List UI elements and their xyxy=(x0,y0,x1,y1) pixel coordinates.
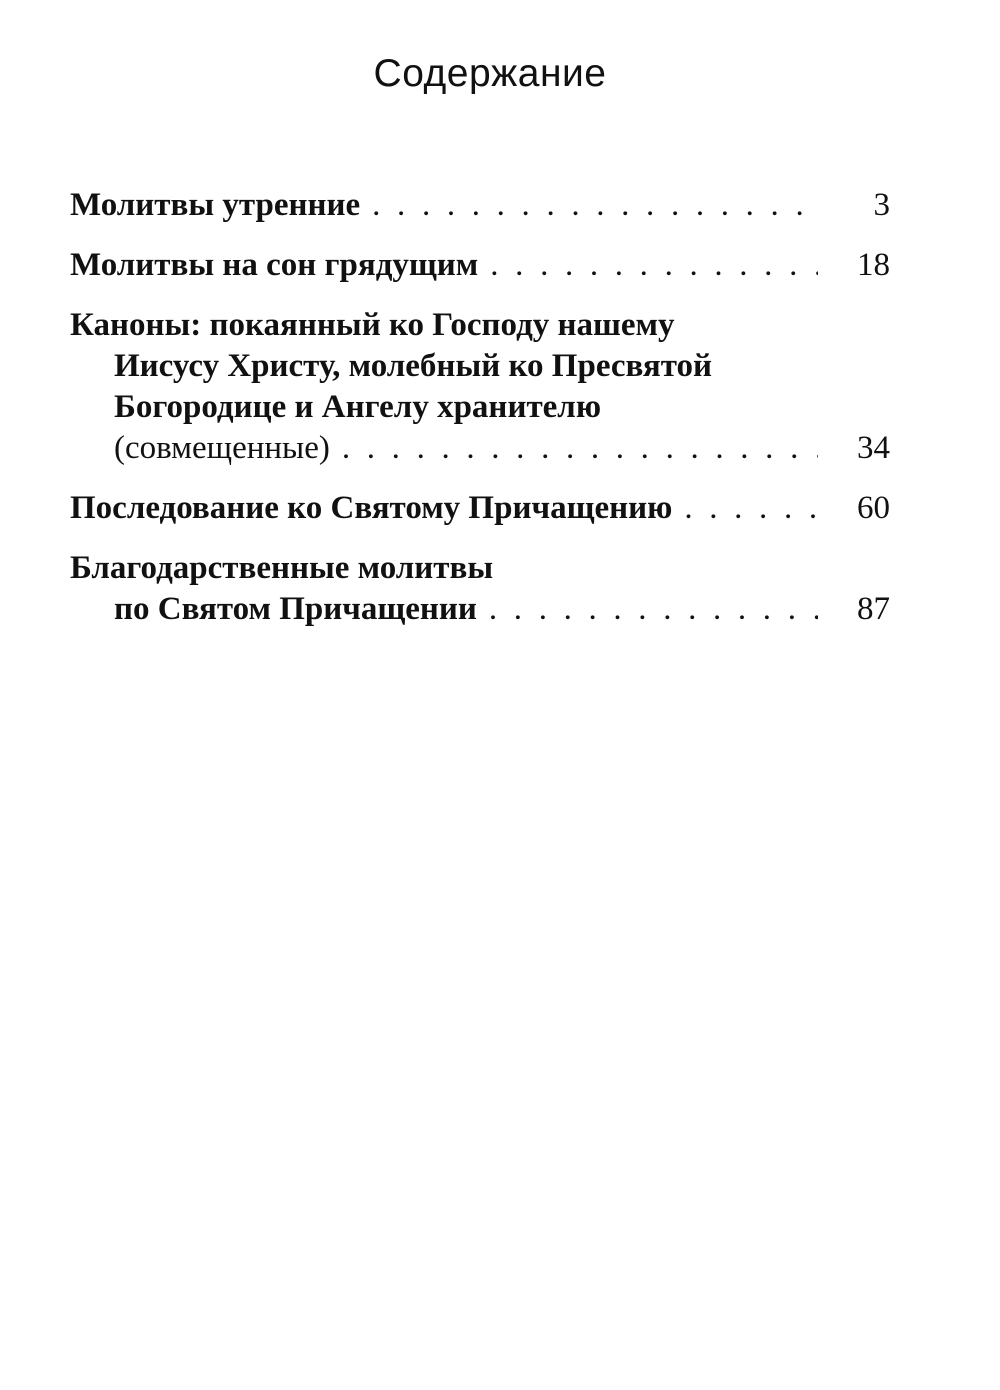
toc-line xyxy=(70,185,890,226)
toc-line xyxy=(70,548,890,589)
toc-line xyxy=(70,488,890,529)
toc-page-number: 3 xyxy=(873,187,890,223)
toc-line xyxy=(70,245,890,286)
toc-line xyxy=(70,305,890,346)
toc-line-continuation xyxy=(70,346,890,387)
dot-leader xyxy=(489,589,818,630)
toc-entry-title: Молитвы на сон грядущим xyxy=(70,247,479,283)
toc-page-number: 18 xyxy=(857,247,890,283)
toc-line-continuation xyxy=(70,428,890,469)
toc-entry-title: Каноны: покаянный ко Господу нашему xyxy=(70,307,675,343)
dot-leader xyxy=(490,245,818,286)
toc-entry-title-continued: (совмещенные) xyxy=(114,430,330,466)
toc-entry-communion-rule[interactable] xyxy=(70,488,890,529)
toc-entry-title: Последование ко Святому Причащению xyxy=(70,490,673,526)
toc-entry-title: Молитвы утренние xyxy=(70,187,361,223)
toc-page-number: 87 xyxy=(857,591,890,627)
toc-line-continuation xyxy=(70,589,890,630)
table-of-contents xyxy=(70,185,890,630)
toc-line-continuation xyxy=(70,387,890,428)
toc-entry-canons[interactable] xyxy=(70,305,890,469)
dot-leader xyxy=(372,185,818,226)
toc-entry-title-continued: Иисусу Христу, молебный ко Пресвятой xyxy=(114,348,713,384)
toc-entry-evening-prayers[interactable] xyxy=(70,245,890,286)
toc-entry-thanksgiving-prayers[interactable] xyxy=(70,548,890,630)
toc-entry-title-continued: Богородице и Ангелу хранителю xyxy=(114,389,602,425)
toc-entry-title: Благодарственные молитвы xyxy=(70,550,494,586)
dot-leader xyxy=(684,488,818,529)
page-title: Содержание xyxy=(373,52,607,95)
toc-entry-title-continued: по Святом Причащении xyxy=(114,591,477,627)
toc-page-number: 60 xyxy=(857,490,890,526)
toc-page-number: 34 xyxy=(857,430,890,466)
toc-entry-morning-prayers[interactable] xyxy=(70,185,890,226)
dot-leader xyxy=(342,428,818,469)
